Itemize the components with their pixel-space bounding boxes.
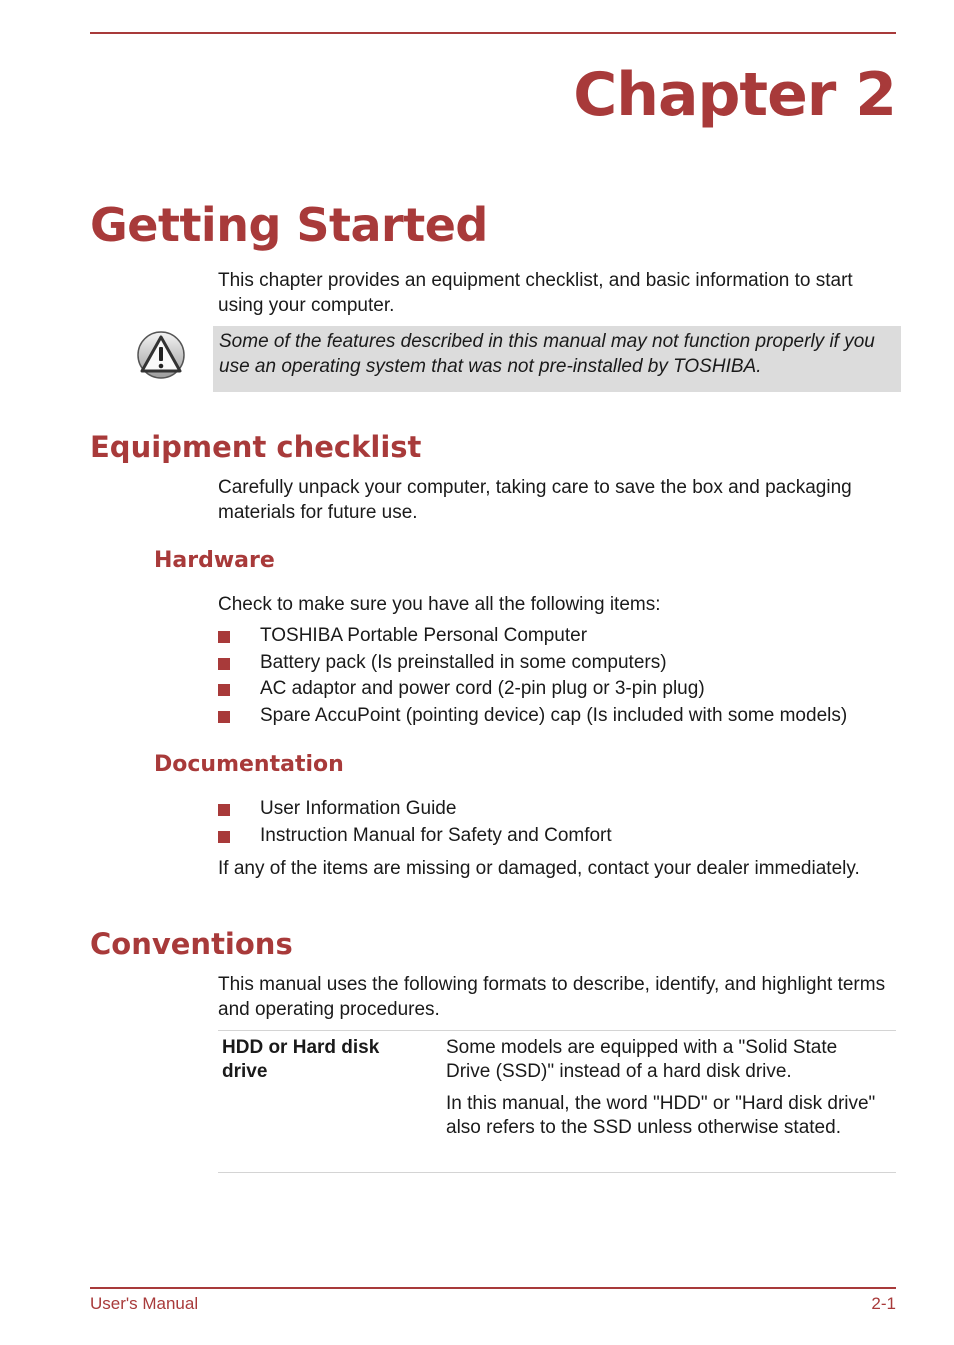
bullet-icon xyxy=(218,631,230,643)
footer-left: User's Manual xyxy=(90,1294,199,1313)
list-item: Instruction Manual for Safety and Comfort xyxy=(218,824,612,851)
note-box xyxy=(213,326,901,392)
bullet-icon xyxy=(218,658,230,670)
section-heading-conventions: Conventions xyxy=(90,927,293,961)
warning-icon xyxy=(136,330,186,380)
table-desc-1: Some models are equipped with a "Solid State Drive (SSD)" instead of a hard disk drive. xyxy=(446,1037,838,1082)
table-term: HDD or Hard disk drive xyxy=(222,1037,380,1082)
chapter-title: Chapter 2 xyxy=(573,60,896,130)
bullet-icon xyxy=(218,804,230,816)
subheading-hardware: Hardware xyxy=(154,548,275,573)
documentation-after: If any of the items are missing or damaged, contact your dealer immediately. xyxy=(218,858,860,879)
footer-page-number: 2-1 xyxy=(871,1294,896,1313)
list-item: Spare AccuPoint (pointing device) cap (Is included with some models) xyxy=(218,704,847,731)
bullet-icon xyxy=(218,711,230,723)
table-desc-2: In this manual, the word "HDD" or "Hard disk drive" also refers to the SSD unless otherwise stated. xyxy=(446,1093,876,1138)
list-item: TOSHIBA Portable Personal Computer xyxy=(218,624,847,651)
header-rule xyxy=(90,32,896,34)
documentation-list xyxy=(218,797,612,850)
list-item: AC adaptor and power cord (2-pin plug or 3-pin plug) xyxy=(218,677,847,704)
bullet-icon xyxy=(218,684,230,696)
section-heading-equipment: Equipment checklist xyxy=(90,430,422,464)
note-text: Some of the features described in this manual may not function properly if you use an operating system that was not pre-installed by TOSHIBA. xyxy=(219,331,875,377)
hardware-list xyxy=(218,624,847,730)
conventions-table xyxy=(218,1030,896,1173)
page-title: Getting Started xyxy=(90,198,488,252)
subheading-documentation: Documentation xyxy=(154,752,344,777)
list-item: Battery pack (Is preinstalled in some computers) xyxy=(218,651,847,678)
list-item: User Information Guide xyxy=(218,797,612,824)
conventions-intro: This manual uses the following formats to describe, identify, and highlight terms and operating procedures. xyxy=(218,974,886,1020)
bullet-icon xyxy=(218,831,230,843)
footer-rule xyxy=(90,1287,896,1289)
equipment-intro: Carefully unpack your computer, taking care to save the box and packaging materials for future use. xyxy=(218,477,852,523)
hardware-lead: Check to make sure you have all the following items: xyxy=(218,594,661,615)
intro-paragraph: This chapter provides an equipment checklist, and basic information to start using your computer. xyxy=(218,270,853,316)
